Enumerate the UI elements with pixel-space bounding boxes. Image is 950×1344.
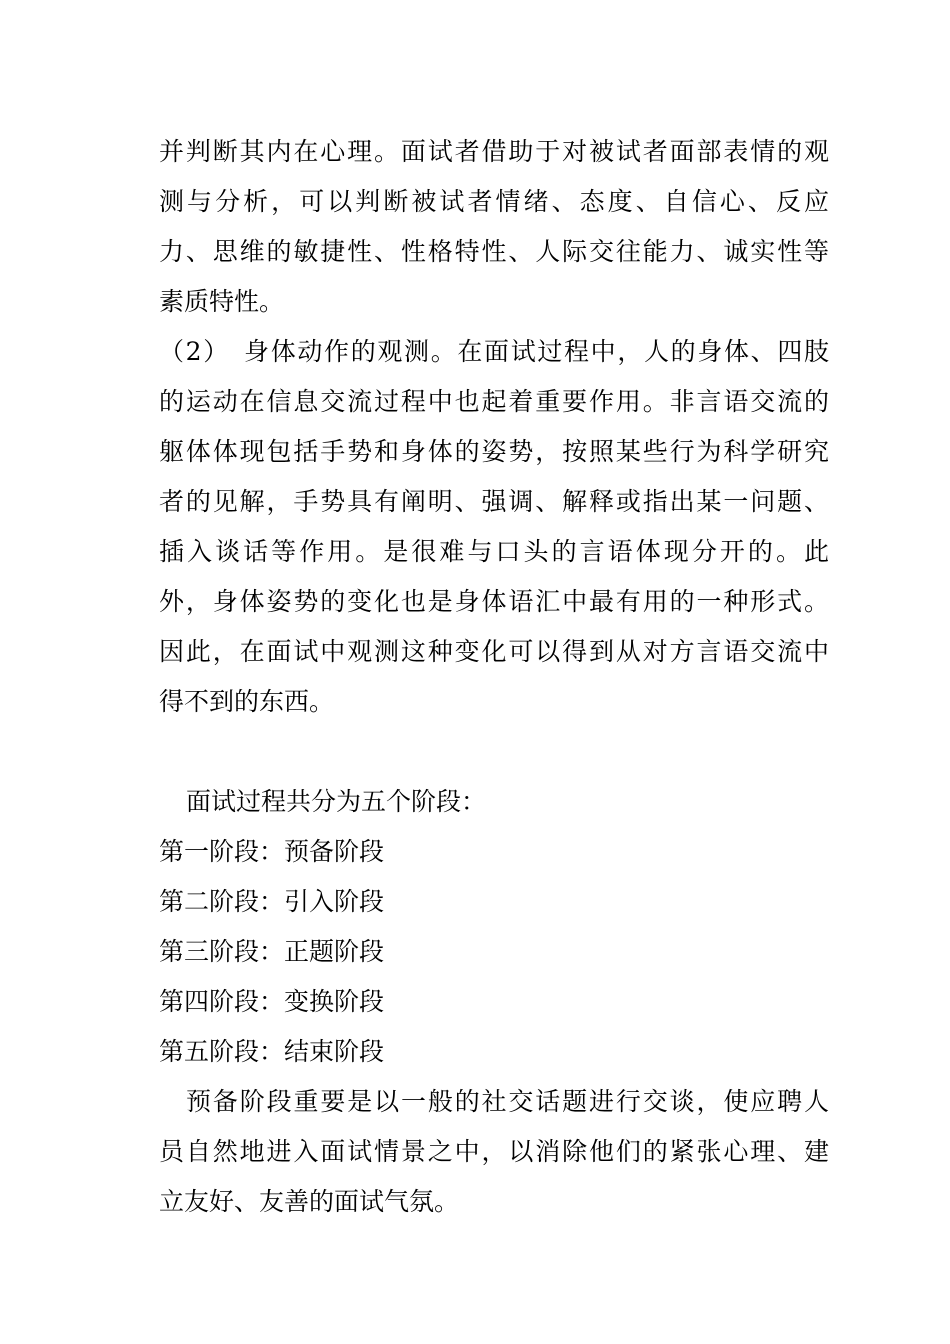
paragraph-line: 员自然地进入面试情景之中，以消除他们的紧张心理、建 xyxy=(159,1137,829,1166)
paragraph-line: 测与分析，可以判断被试者情绪、态度、自信心、反应 xyxy=(159,187,829,216)
stage-item: 第一阶段：预备阶段 xyxy=(159,837,385,866)
paragraph-line: 的运动在信息交流过程中也起着重要作用。非言语交流的 xyxy=(159,387,829,416)
stage-item: 第三阶段：正题阶段 xyxy=(159,937,385,966)
paragraph-line: 预备阶段重要是以一般的社交话题进行交谈，使应聘人 xyxy=(186,1087,829,1116)
paragraph-line: 并判断其内在心理。面试者借助于对被试者面部表情的观 xyxy=(159,137,829,166)
stages-intro: 面试过程共分为五个阶段： xyxy=(186,787,487,816)
stage-item: 第五阶段：结束阶段 xyxy=(159,1037,385,1066)
paragraph-line: 素质特性。 xyxy=(159,287,285,316)
paragraph-line: 立友好、友善的面试气氛。 xyxy=(159,1187,460,1216)
paragraph-line: 躯体体现包括手势和身体的姿势，按照某些行为科学研究 xyxy=(159,437,829,466)
paragraph-line: （2） 身体动作的观测。在面试过程中，人的身体、四肢 xyxy=(159,337,829,366)
paragraph-line: 插入谈话等作用。是很难与口头的言语体现分开的。此 xyxy=(159,537,829,566)
paragraph-line: 者的见解，手势具有阐明、强调、解释或指出某一问题、 xyxy=(159,487,829,516)
stage-item: 第四阶段：变换阶段 xyxy=(159,987,385,1016)
paragraph-line: 力、思维的敏捷性、性格特性、人际交往能力、诚实性等 xyxy=(159,237,829,266)
paragraph-line: 外，身体姿势的变化也是身体语汇中最有用的一种形式。 xyxy=(159,587,829,616)
paragraph-line: 得不到的东西。 xyxy=(159,687,335,716)
paragraph-line: 因此，在面试中观测这种变化可以得到从对方言语交流中 xyxy=(159,637,829,666)
stage-item: 第二阶段：引入阶段 xyxy=(159,887,385,916)
